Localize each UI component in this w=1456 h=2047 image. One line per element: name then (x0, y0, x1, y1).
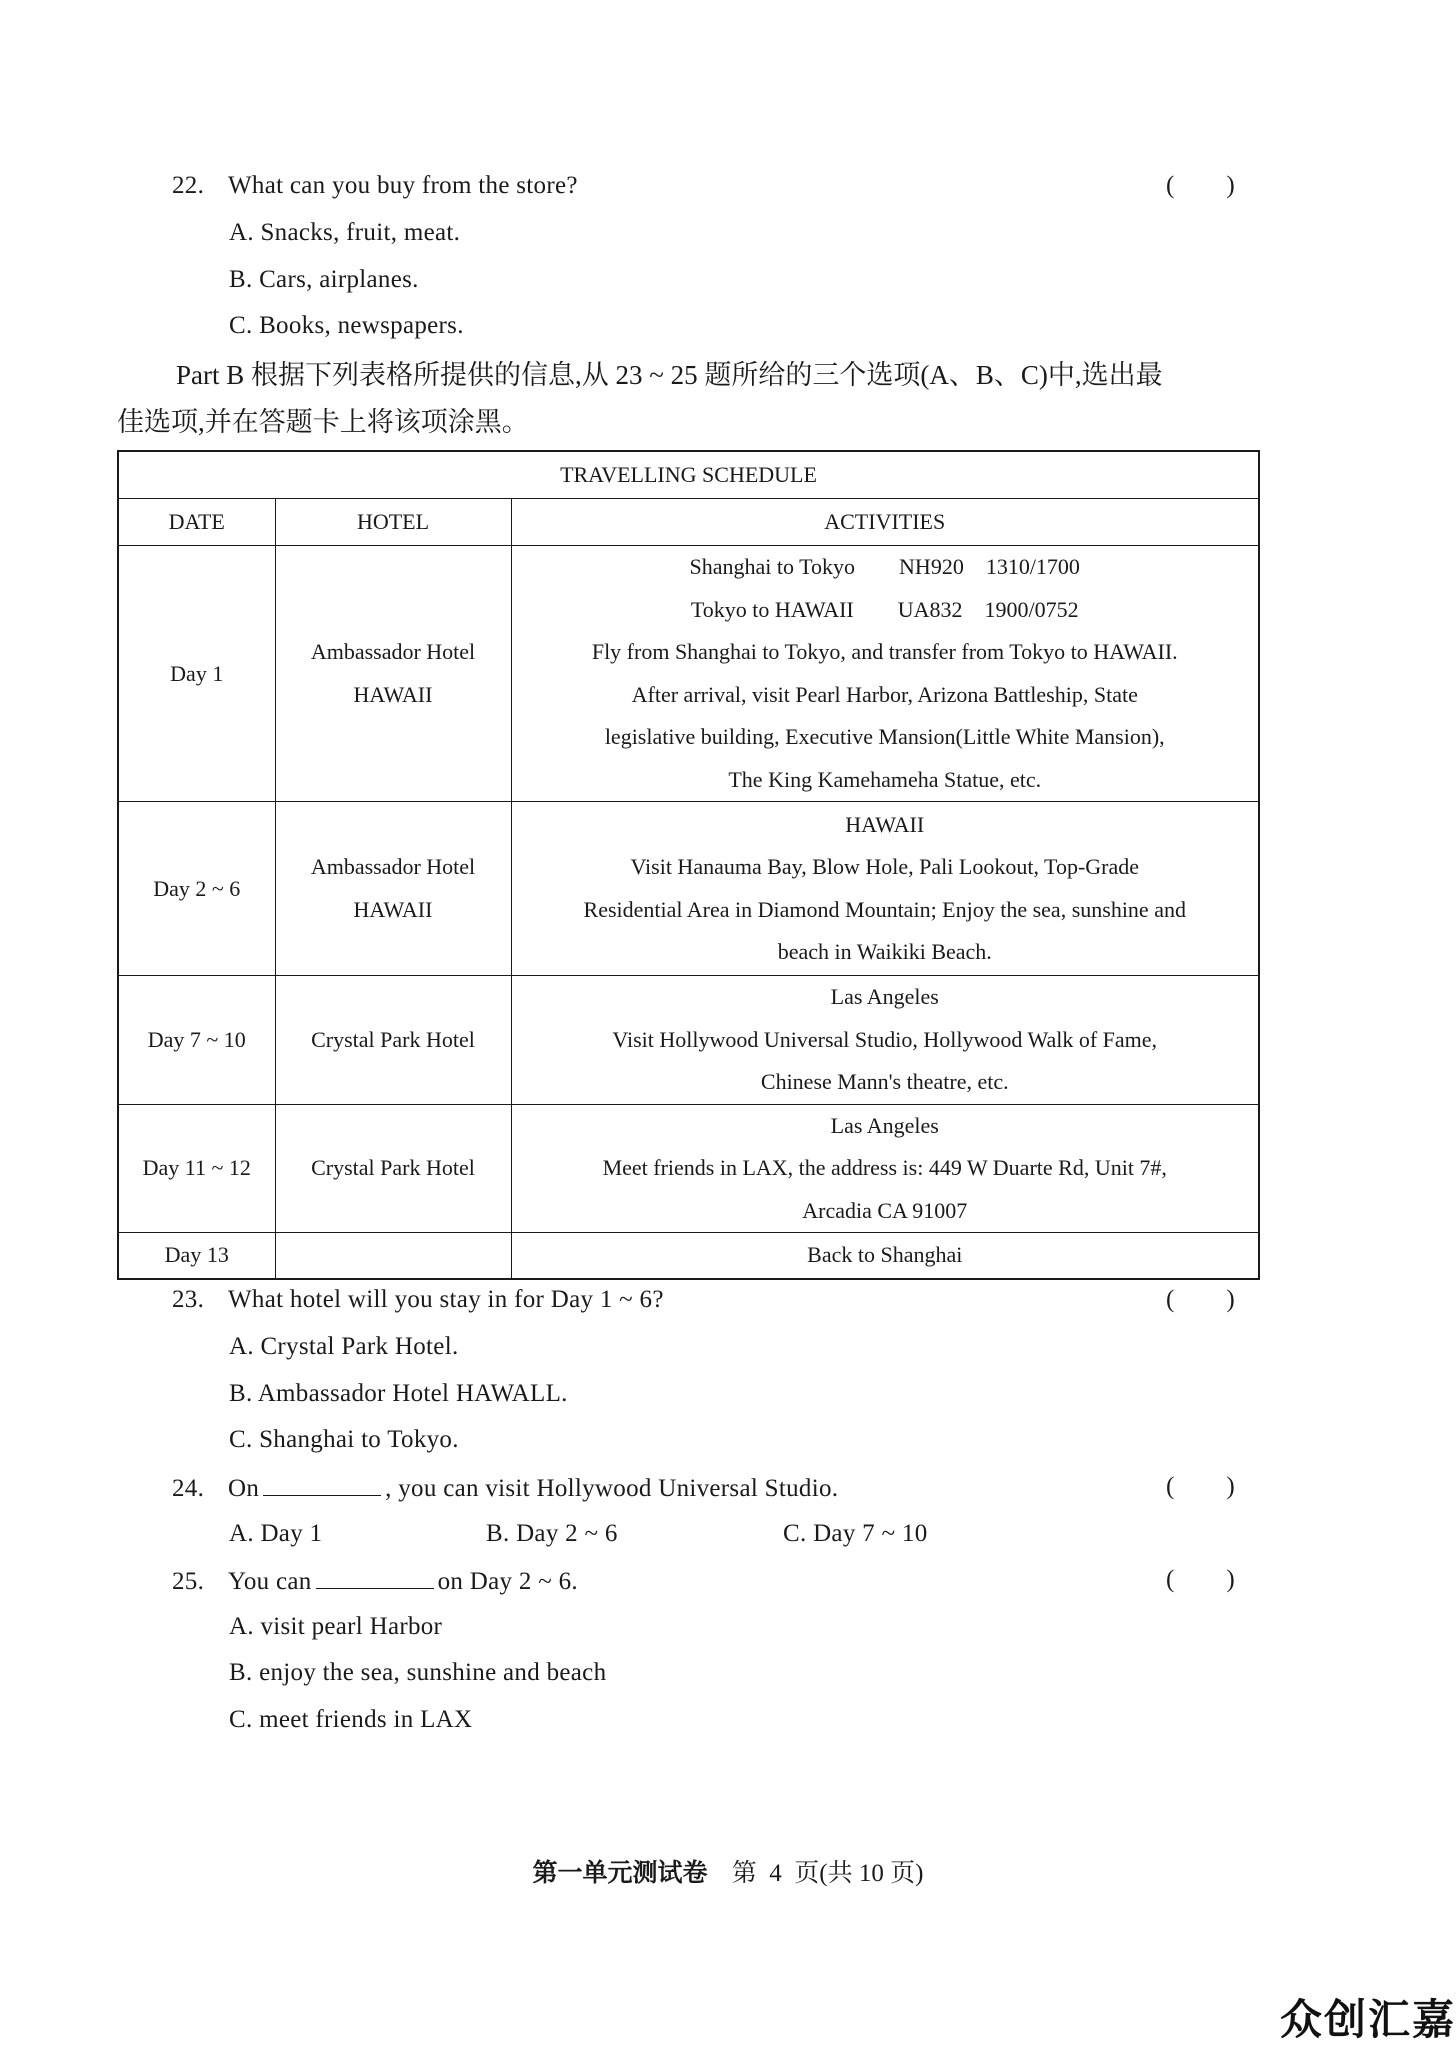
table-title: TRAVELLING SCHEDULE (118, 451, 1259, 499)
answer-bracket-25[interactable] (1166, 1566, 1235, 1594)
question-number: 25. (172, 1568, 205, 1595)
question-text-before: On (228, 1475, 260, 1502)
question-25 (172, 1566, 578, 1596)
activities-cell (511, 976, 1259, 1105)
page-footer (0, 1853, 1456, 1889)
option-a: A. Snacks, fruit, meat. (229, 219, 461, 246)
bracket-open: ( (1166, 1473, 1175, 1500)
option-b: B. enjoy the sea, sunshine and beach (229, 1659, 607, 1686)
bracket-open: ( (1166, 1286, 1175, 1313)
answer-bracket-24[interactable] (1166, 1473, 1235, 1501)
bracket-close: ) (1226, 1286, 1235, 1313)
date-cell: Day 1 (118, 546, 275, 802)
question-23 (172, 1286, 664, 1314)
activity-line: Chinese Mann's theatre, etc. (760, 1069, 1009, 1094)
activity-line: beach in Waikiki Beach. (777, 939, 992, 964)
date-cell: Day 7 ~ 10 (118, 976, 275, 1105)
option-b: B. Day 2 ~ 6 (486, 1520, 618, 1547)
option-b: B. Ambassador Hotel HAWALL. (229, 1380, 568, 1407)
option-c: C. Day 7 ~ 10 (783, 1520, 928, 1547)
header-activities: ACTIVITIES (511, 499, 1259, 546)
header-hotel: HOTEL (275, 499, 511, 546)
answer-bracket-22[interactable] (1166, 172, 1235, 200)
hotel-location: HAWAII (353, 681, 433, 707)
option-a: A. Crystal Park Hotel. (229, 1333, 459, 1360)
question-24 (172, 1473, 838, 1503)
table-row (118, 976, 1259, 1105)
hotel-cell (275, 802, 511, 976)
option-b: B. Cars, airplanes. (229, 266, 419, 293)
question-number: 24. (172, 1475, 205, 1502)
activity-line: Visit Hollywood Universal Studio, Hollywood Walk of Fame, (612, 1026, 1158, 1052)
option-c: C. meet friends in LAX (229, 1706, 473, 1733)
question-text: What can you buy from the store? (228, 172, 578, 199)
question-text-after: , you can visit Hollywood Universal Studio. (385, 1475, 839, 1502)
answer-blank (316, 1566, 434, 1589)
page-number: 第 4 页(共 10 页) (731, 1860, 924, 1887)
answer-bracket-23[interactable] (1166, 1286, 1235, 1314)
part-b-instruction-line2: 佳选项,并在答题卡上将该项涂黑。 (117, 407, 529, 437)
question-text-after: on Day 2 ~ 6. (437, 1568, 578, 1595)
table-row (118, 802, 1259, 976)
table-row (118, 546, 1259, 802)
activity-line: Las Angeles (830, 984, 939, 1009)
activity-line: Residential Area in Diamond Mountain; Enjoy the sea, sunshine and (583, 896, 1186, 922)
question-number: 23. (172, 1286, 205, 1313)
activity-line: Fly from Shanghai to Tokyo, and transfer from Tokyo to HAWAII. (591, 639, 1178, 664)
question-text: What hotel will you stay in for Day 1 ~ 6? (228, 1286, 664, 1313)
unit-title: 第一单元测试卷 (532, 1860, 708, 1887)
activity-line: HAWAII (845, 811, 925, 837)
question-number: 22. (172, 172, 205, 199)
activity-line: Arcadia CA 91007 (802, 1197, 968, 1223)
hotel-cell: Crystal Park Hotel (275, 976, 511, 1105)
activities-cell (511, 546, 1259, 802)
activity-line: The King Kamehameha Statue, etc. (728, 766, 1042, 792)
bracket-close: ) (1226, 1566, 1235, 1593)
bracket-open: ( (1166, 1566, 1175, 1593)
option-a: A. visit pearl Harbor (229, 1613, 443, 1640)
hotel-location: HAWAII (353, 896, 433, 922)
table-row (118, 1233, 1259, 1279)
activity-line: Visit Hanauma Bay, Blow Hole, Pali Lookout, Top-Grade (630, 854, 1140, 879)
hotel-cell: Crystal Park Hotel (275, 1104, 511, 1233)
part-b-instruction-line1: Part B 根据下列表格所提供的信息,从 23 ~ 25 题所给的三个选项(A、B、C)中,选出最 (176, 360, 1163, 390)
activities-cell: Back to Shanghai (511, 1233, 1259, 1279)
travelling-schedule-table (117, 450, 1260, 1280)
activities-cell (511, 1104, 1259, 1233)
header-date: DATE (118, 499, 275, 546)
hotel-name: Ambassador Hotel (310, 639, 476, 664)
answer-blank (263, 1473, 381, 1496)
activities-cell (511, 802, 1259, 976)
activity-line: Tokyo to HAWAII UA832 1900/0752 (690, 596, 1079, 622)
bracket-close: ) (1226, 172, 1235, 199)
activity-line: Las Angeles (830, 1112, 939, 1138)
activity-line: legislative building, Executive Mansion(Little White Mansion), (604, 724, 1165, 749)
watermark-logo: 众创汇嘉 (1279, 1998, 1456, 2044)
hotel-cell (275, 1233, 511, 1279)
option-c: C. Shanghai to Tokyo. (229, 1426, 459, 1453)
hotel-name: Ambassador Hotel (310, 854, 476, 879)
hotel-cell (275, 546, 511, 802)
table-row (118, 1104, 1259, 1233)
option-a: A. Day 1 (229, 1520, 323, 1547)
question-text-before: You can (228, 1568, 312, 1595)
activity-line: After arrival, visit Pearl Harbor, Arizona Battleship, State (631, 681, 1138, 707)
question-22 (172, 172, 578, 200)
bracket-open: ( (1166, 172, 1175, 199)
date-cell: Day 2 ~ 6 (118, 802, 275, 976)
option-c: C. Books, newspapers. (229, 312, 464, 339)
activity-line: Meet friends in LAX, the address is: 449 W Duarte Rd, Unit 7#, (602, 1155, 1167, 1180)
date-cell: Day 11 ~ 12 (118, 1104, 275, 1233)
bracket-close: ) (1226, 1473, 1235, 1500)
date-cell: Day 13 (118, 1233, 275, 1279)
activity-line: Shanghai to Tokyo NH920 1310/1700 (689, 554, 1080, 579)
